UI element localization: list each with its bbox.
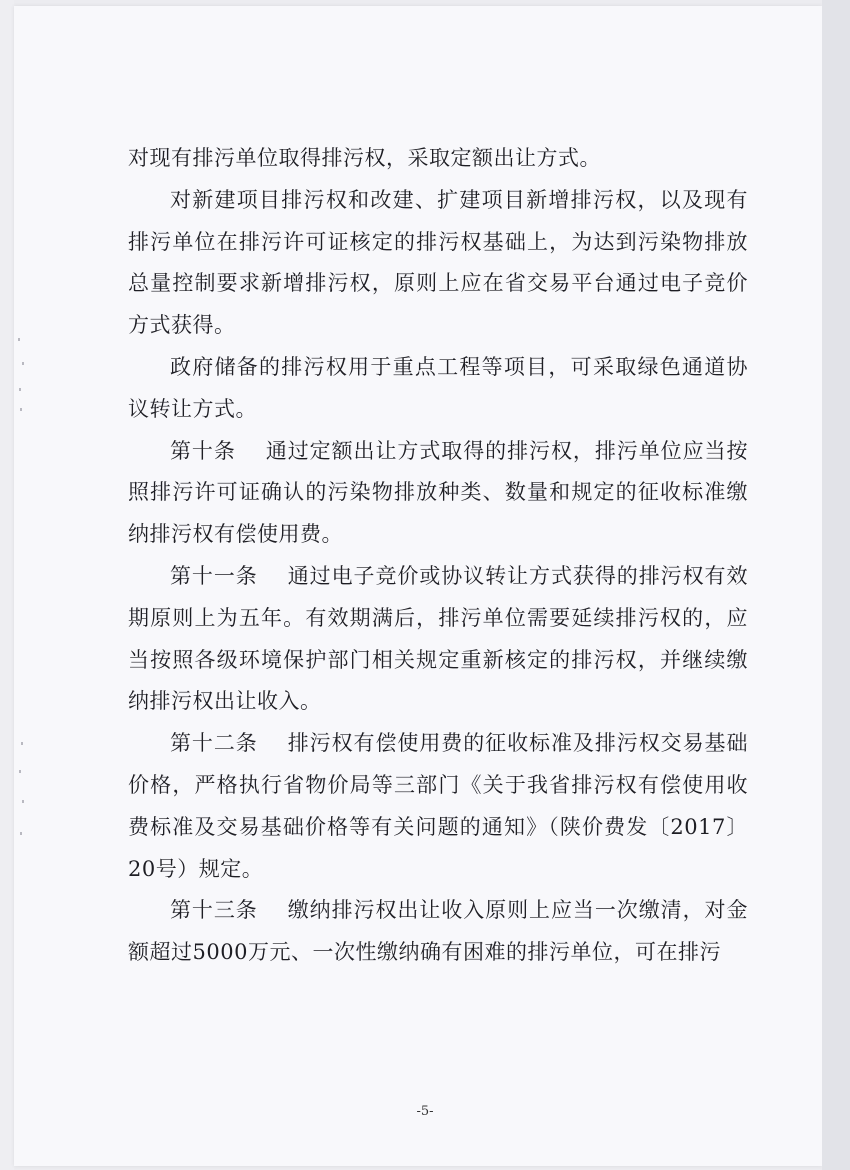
article-12: [128, 723, 748, 890]
article-13-text: 缴纳排污权出让收入原则上应当一次缴清，对金额超过5000万元、一次性缴纳确有困难的排污单位，可在排污: [128, 898, 748, 965]
article-13: [128, 890, 748, 974]
scan-speck: [21, 742, 23, 745]
paragraph-3: [128, 347, 748, 431]
scan-speck: [19, 770, 21, 773]
article-10-text: 通过定额出让方式取得的排污权，排污单位应当按照排污许可证确认的污染物排放种类、数量和规定的征收标准缴纳排污权有偿使用费。: [128, 438, 748, 547]
article-10-number: 第十条: [170, 438, 236, 463]
article-11-number: 第十一条: [170, 563, 258, 588]
scan-speck: [20, 832, 22, 835]
article-12-text: 排污权有偿使用费的征收标准及排污权交易基础价格，严格执行省物价局等三部门《关于我省排污权有偿使用收费标准及交易基础价格等有关问题的通知》（陕价费发〔2017〕20号）规定。: [128, 731, 748, 881]
paragraph-1-text: 对现有排污单位取得排污权，采取定额出让方式。: [128, 146, 601, 170]
scan-speck: [20, 408, 22, 411]
paragraph-1: [128, 138, 748, 180]
scan-right-edge: [822, 0, 850, 1170]
article-11: [128, 556, 748, 723]
article-13-number: 第十三条: [170, 898, 258, 923]
document-body: [128, 138, 748, 974]
article-11-text: 通过电子竞价或协议转让方式获得的排污权有效期原则上为五年。有效期满后，排污单位需要延续排污权的，应当按照各级环境保护部门相关规定重新核定的排污权，并继续缴纳排污权出让收入。: [128, 563, 748, 714]
scan-left-edge: [0, 0, 14, 1170]
scan-speck: [18, 338, 20, 341]
article-12-number: 第十二条: [170, 731, 258, 756]
article-10: [128, 431, 748, 556]
paragraph-2: [128, 180, 748, 347]
scan-speck: [22, 800, 24, 803]
page-number: -5-: [416, 1104, 434, 1119]
paragraph-3-text: 政府储备的排污权用于重点工程等项目，可采取绿色通道协议转让方式。: [128, 354, 748, 421]
scan-speck: [19, 388, 21, 391]
scan-speck: [22, 362, 24, 365]
paragraph-2-text: 对新建项目排污权和改建、扩建项目新增排污权，以及现有排污单位在排污许可证核定的排污权基础上，为达到污染物排放总量控制要求新增排污权，原则上应在省交易平台通过电子竞价方式获得。: [128, 187, 748, 338]
